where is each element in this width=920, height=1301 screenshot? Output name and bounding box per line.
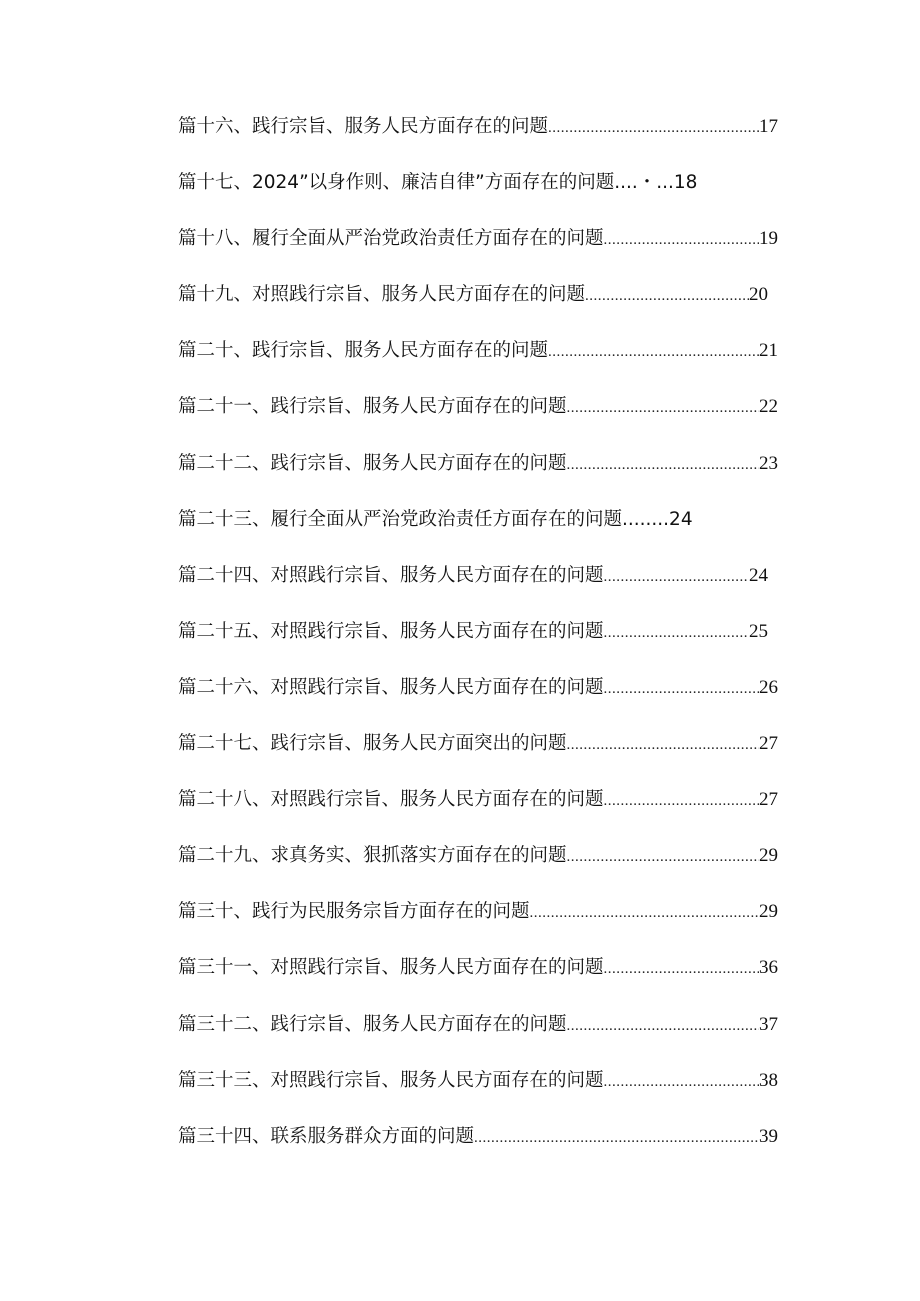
toc-entry-title: 篇十九、对照践行宗旨、服务人民方面存在的问题 bbox=[178, 284, 586, 306]
toc-entry-17[interactable] bbox=[178, 171, 778, 227]
toc-leader-dots bbox=[530, 901, 759, 925]
toc-entry-page: 26 bbox=[759, 676, 778, 698]
toc-entry-page: 21 bbox=[759, 340, 778, 362]
toc-entry-16[interactable] bbox=[178, 115, 778, 171]
toc-entry-page: 27 bbox=[759, 789, 778, 811]
toc-entry-title: 篇二十九、求真务实、狠抓落实方面存在的问题 bbox=[178, 845, 567, 867]
toc-entry-title: 篇三十四、联系服务群众方面的问题 bbox=[178, 1125, 475, 1147]
toc-entry-title: 篇二十一、践行宗旨、服务人民方面存在的问题 bbox=[178, 396, 567, 418]
toc-entry-title: 篇三十二、践行宗旨、服务人民方面存在的问题 bbox=[178, 1013, 567, 1035]
toc-entry-28[interactable] bbox=[178, 788, 778, 844]
toc-leader-dots bbox=[604, 957, 759, 981]
toc-entry-page: 29 bbox=[759, 901, 778, 923]
toc-entry-title: 篇二十五、对照践行宗旨、服务人民方面存在的问题 bbox=[178, 620, 604, 642]
toc-entry-title: 篇三十、践行为民服务宗旨方面存在的问题 bbox=[178, 901, 530, 923]
toc-entry-title: 篇二十四、对照践行宗旨、服务人民方面存在的问题 bbox=[178, 564, 604, 586]
toc-leader-dots bbox=[567, 453, 759, 477]
toc-entry-title: 篇二十六、对照践行宗旨、服务人民方面存在的问题 bbox=[178, 676, 604, 698]
toc-entry-24[interactable] bbox=[178, 564, 778, 620]
toc-entry-18[interactable] bbox=[178, 227, 778, 283]
table-of-contents bbox=[178, 115, 778, 1181]
toc-leader-dots bbox=[585, 284, 749, 308]
toc-leader-dots bbox=[604, 621, 749, 645]
toc-entry-page: 25 bbox=[749, 620, 768, 642]
toc-leader-dots bbox=[604, 789, 759, 813]
toc-entry-title: 篇二十八、对照践行宗旨、服务人民方面存在的问题 bbox=[178, 789, 604, 811]
toc-entry-34[interactable] bbox=[178, 1125, 778, 1181]
toc-entry-title: 篇三十三、对照践行宗旨、服务人民方面存在的问题 bbox=[178, 1069, 604, 1091]
toc-leader-dots bbox=[567, 733, 759, 757]
toc-entry-page: 38 bbox=[759, 1069, 778, 1091]
toc-leader-dots bbox=[474, 1126, 759, 1150]
toc-leader-dots bbox=[548, 116, 759, 140]
toc-entry-page: 29 bbox=[759, 845, 778, 867]
toc-leader-dots bbox=[604, 1070, 759, 1094]
toc-leader-dots bbox=[604, 228, 759, 252]
toc-entry-25[interactable] bbox=[178, 620, 778, 676]
toc-entry-title: 篇三十一、对照践行宗旨、服务人民方面存在的问题 bbox=[178, 957, 604, 979]
toc-entry-26[interactable] bbox=[178, 676, 778, 732]
toc-entry-30[interactable] bbox=[178, 900, 778, 956]
toc-entry-21[interactable] bbox=[178, 395, 778, 451]
toc-entry-title: 篇二十三、履行全面从严治党政治责任方面存在的问题........24 bbox=[178, 508, 693, 530]
toc-entry-page: 20 bbox=[749, 284, 768, 306]
toc-leader-dots bbox=[548, 340, 759, 364]
toc-leader-dots bbox=[567, 1014, 759, 1038]
toc-entry-23[interactable] bbox=[178, 508, 778, 564]
toc-entry-page: 36 bbox=[759, 957, 778, 979]
toc-entry-32[interactable] bbox=[178, 1013, 778, 1069]
toc-entry-title: 篇十七、2024”以身作则、廉洁自律”方面存在的问题....・...18 bbox=[178, 172, 698, 194]
toc-entry-title: 篇二十七、践行宗旨、服务人民方面突出的问题 bbox=[178, 733, 567, 755]
toc-leader-dots bbox=[604, 565, 749, 589]
toc-entry-page: 19 bbox=[759, 228, 778, 250]
toc-leader-dots bbox=[567, 845, 759, 869]
toc-entry-title: 篇十六、践行宗旨、服务人民方面存在的问题 bbox=[178, 116, 549, 137]
toc-entry-title: 篇十八、履行全面从严治党政治责任方面存在的问题 bbox=[178, 228, 604, 250]
toc-entry-29[interactable] bbox=[178, 844, 778, 900]
toc-entry-title: 篇二十、践行宗旨、服务人民方面存在的问题 bbox=[178, 340, 549, 362]
toc-entry-page: 24 bbox=[749, 564, 768, 586]
toc-entry-20[interactable] bbox=[178, 339, 778, 395]
toc-entry-22[interactable] bbox=[178, 452, 778, 508]
toc-entry-page: 27 bbox=[759, 733, 778, 755]
toc-leader-dots bbox=[567, 396, 759, 420]
toc-entry-page: 17 bbox=[759, 116, 778, 137]
toc-entry-31[interactable] bbox=[178, 956, 778, 1012]
toc-leader-dots bbox=[604, 677, 759, 701]
toc-entry-page: 39 bbox=[759, 1125, 778, 1147]
toc-entry-page: 22 bbox=[759, 396, 778, 418]
toc-entry-27[interactable] bbox=[178, 732, 778, 788]
toc-entry-33[interactable] bbox=[178, 1069, 778, 1125]
toc-entry-19[interactable] bbox=[178, 283, 778, 339]
toc-entry-page: 23 bbox=[759, 452, 778, 474]
toc-entry-page: 37 bbox=[759, 1013, 778, 1035]
toc-entry-title: 篇二十二、践行宗旨、服务人民方面存在的问题 bbox=[178, 452, 567, 474]
